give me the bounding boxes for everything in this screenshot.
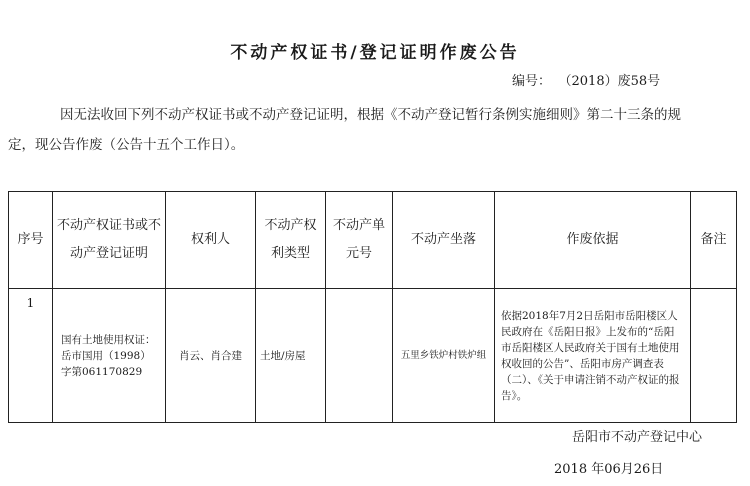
intro-line-1: 因无法收回下列不动产权证书或不动产登记证明，根据《不动产登记暂行条例实施细则》第二十三条的规 [60, 107, 681, 123]
header-unit-no: 不动产单元号 [326, 192, 393, 289]
header-location: 不动产坐落 [393, 192, 495, 289]
cell-basis: 依据2018年7月2日岳阳市岳阳楼区人民政府在《岳阳日报》上发布的“岳阳市岳阳楼区人民政府关于国有土地使用权收回的公告”、岳阳市房产调查表（二）、《关于申请注销不动产权证的报告》。 [495, 289, 691, 423]
intro-paragraph [8, 100, 736, 160]
header-remark: 备注 [691, 192, 737, 289]
intro-line-2: 定，现公告作废（公告十五个工作日）。 [8, 137, 245, 153]
void-certificate-table [8, 191, 737, 423]
cell-remark [691, 289, 737, 423]
table-header-row [9, 192, 737, 289]
cell-seq: 1 [9, 289, 53, 423]
issue-date: 2018 年06月26日 [554, 462, 664, 477]
cell-unit-no [326, 289, 393, 423]
header-certificate: 不动产权证书或不动产登记证明 [53, 192, 166, 289]
header-basis: 作废依据 [495, 192, 691, 289]
issuing-organization: 岳阳市不动产登记中心 [572, 430, 703, 445]
header-seq: 序号 [9, 192, 53, 289]
cell-holder: 肖云、肖合建 [166, 289, 256, 423]
header-holder: 权利人 [166, 192, 256, 289]
document-number [512, 70, 660, 89]
notice-title: 不动产权证书/登记证明作废公告 [230, 43, 520, 63]
table-row [9, 289, 737, 423]
cell-location: 五里乡铁炉村铁炉组 [393, 289, 495, 423]
document-number-label: 编号： [512, 74, 552, 89]
document-number-value: （2018）废58号 [565, 74, 661, 89]
cell-certificate: 国有土地使用权证：岳市国用（1998）字第061170829 [53, 289, 166, 423]
cell-right-type: 土地/房屋 [256, 289, 326, 423]
header-right-type: 不动产权利类型 [256, 192, 326, 289]
